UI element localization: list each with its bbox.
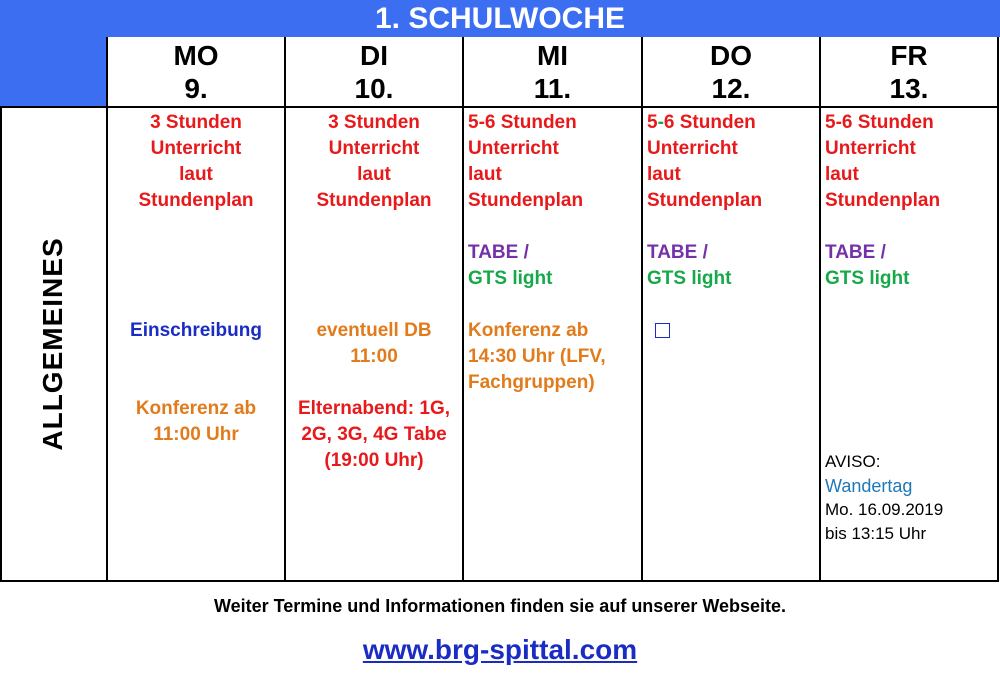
day-header-mo	[108, 39, 284, 107]
lesson-line: Unterricht	[468, 138, 559, 159]
lesson-line: Stundenplan	[468, 190, 584, 211]
lesson-line: laut	[357, 164, 391, 185]
mo-event-einschreibung: Einschreibung	[130, 320, 262, 341]
category-label	[0, 108, 107, 580]
lesson-line: Unterricht	[328, 138, 420, 159]
event-line: Konferenz ab	[135, 398, 257, 419]
day-header-fr	[821, 39, 997, 107]
lesson-line: Stundenplan	[647, 190, 763, 211]
aviso-label: AVISO:	[825, 452, 881, 471]
day-name: DO	[710, 40, 752, 71]
lesson-line: Unterricht	[150, 138, 242, 159]
di-event-elternabend	[286, 396, 462, 474]
event-line: eventuell DB	[316, 320, 432, 341]
lesson-line: 3 Stunden	[150, 112, 242, 133]
fr-tabe: TABE /	[825, 242, 886, 263]
event-line: 14:30 Uhr (LFV,	[468, 346, 606, 367]
checkbox-icon	[655, 323, 670, 338]
lesson-line: laut	[825, 164, 859, 185]
di-event-db	[286, 318, 462, 370]
mo-event-konferenz	[108, 396, 284, 448]
lesson-line: laut	[647, 164, 681, 185]
lesson-line: 5-6 Stunden	[468, 112, 577, 133]
day-name: MO	[173, 40, 219, 71]
lesson-line: Unterricht	[825, 138, 916, 159]
day-date: 11.	[533, 73, 572, 104]
fr-aviso	[825, 450, 997, 546]
footer-text: Weiter Termine und Informationen finden sie auf unserer Webseite.	[213, 596, 787, 616]
mi-event-konferenz	[468, 318, 640, 396]
event-line: Fachgruppen)	[468, 372, 595, 393]
event-line: Konferenz ab	[468, 320, 589, 341]
header-corner	[0, 37, 107, 108]
aviso-event: Wandertag	[825, 476, 913, 496]
lesson-line: Unterricht	[647, 138, 738, 159]
do-lesson-info	[647, 110, 819, 214]
mo-lesson-info	[108, 110, 284, 214]
event-line: 2G, 3G, 4G Tabe	[301, 424, 447, 445]
event-line: 11:00	[350, 346, 398, 367]
day-date: 10.	[354, 73, 394, 104]
lesson-line: 5-6 Stunden	[647, 112, 756, 133]
website-link[interactable]: www.brg-spittal.com	[362, 634, 638, 665]
day-date: 9.	[184, 73, 208, 104]
event-line: 11:00 Uhr	[153, 424, 239, 445]
lesson-line: laut	[468, 164, 502, 185]
fr-gts: GTS light	[825, 268, 910, 289]
day-name: MI	[536, 40, 569, 71]
mi-tabe: TABE /	[468, 242, 529, 263]
day-header-do	[643, 39, 819, 107]
day-header-mi	[464, 39, 641, 107]
lesson-line: laut	[179, 164, 213, 185]
lesson-line: Stundenplan	[138, 190, 254, 211]
mi-gts: GTS light	[468, 268, 553, 289]
di-lesson-info	[286, 110, 462, 214]
day-name: FR	[890, 40, 928, 71]
day-date: 13.	[889, 73, 929, 104]
day-name: DI	[360, 40, 388, 71]
fr-lesson-info	[825, 110, 997, 214]
mi-lesson-info	[468, 110, 640, 214]
event-line: (19:00 Uhr)	[324, 450, 424, 471]
do-tabe: TABE /	[647, 242, 708, 263]
lesson-line: Stundenplan	[316, 190, 432, 211]
aviso-date: Mo. 16.09.2019	[825, 500, 944, 519]
lesson-line: 5-6 Stunden	[825, 112, 934, 133]
aviso-time: bis 13:15 Uhr	[825, 524, 927, 543]
day-date: 12.	[711, 73, 751, 104]
lesson-line: 3 Stunden	[328, 112, 420, 133]
lesson-line: Stundenplan	[825, 190, 941, 211]
page-title: 1. SCHULWOCHE	[374, 2, 626, 35]
category-label-text: ALLGEMEINES	[37, 237, 68, 451]
event-line: Elternabend: 1G,	[297, 398, 451, 419]
day-header-di	[286, 39, 462, 107]
do-gts: GTS light	[647, 268, 732, 289]
website-link-wrapper	[0, 634, 1000, 666]
